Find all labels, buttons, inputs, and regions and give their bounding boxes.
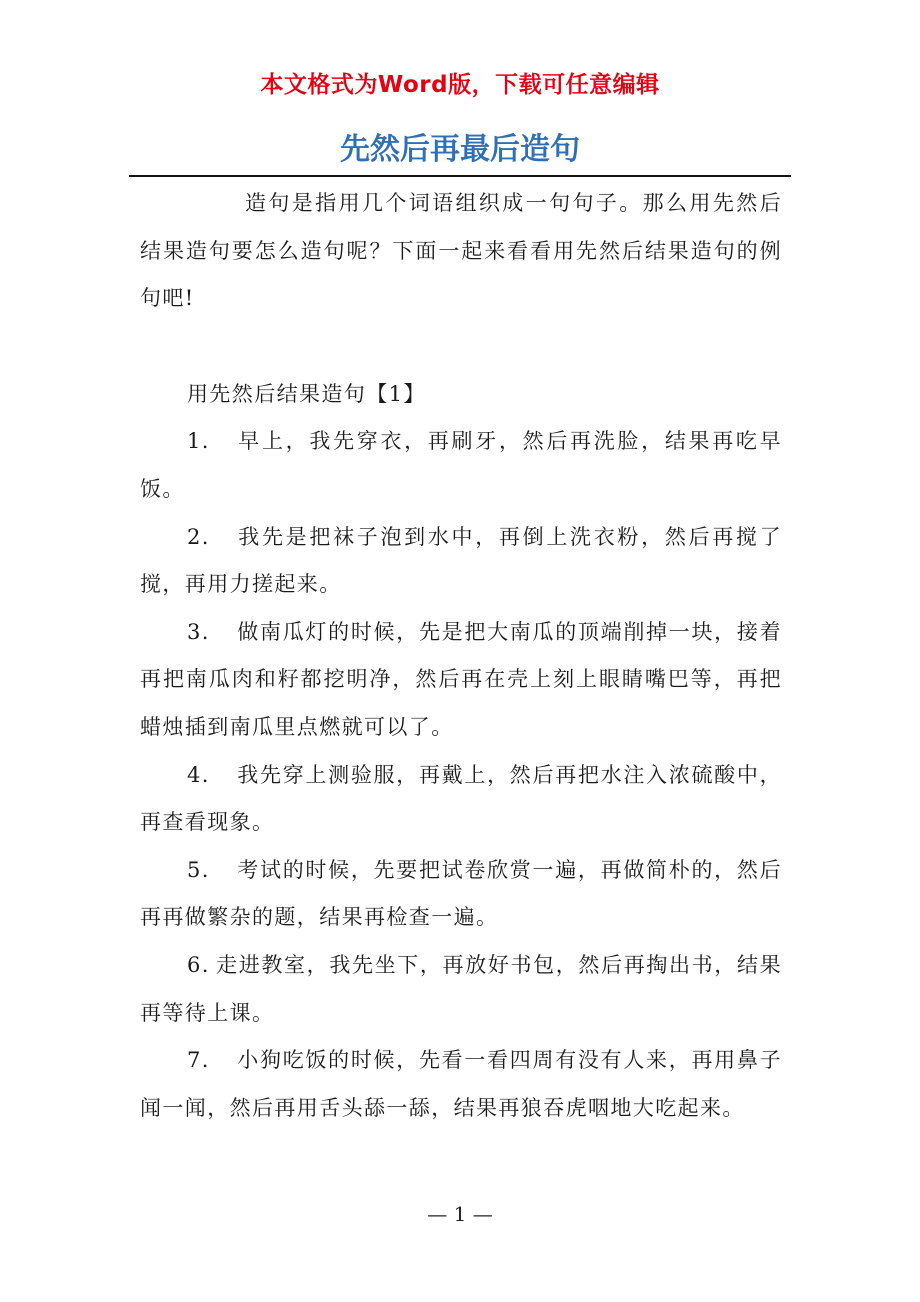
list-item-text: 我先是把袜子泡到水中，再倒上洗衣粉，然后再搅了搅，再用力搓起来。 — [140, 524, 782, 597]
intro-paragraph: 造句是指用几个词语组织成一句句子。那么用先然后结果造句要怎么造句呢？下面一起来看看用先然后结果造句的例句吧! — [140, 191, 782, 311]
title-divider — [129, 175, 791, 177]
list-item-text: 做南瓜灯的时候，先是把大南瓜的顶端削掉一块，接着再把南瓜肉和籽都挖明净，然后再在壳上刻上眼睛嘴巴等，再把蜡烛插到南瓜里点燃就可以了。 — [140, 619, 782, 739]
list-item-number: 2. — [187, 524, 210, 549]
list-item — [140, 847, 782, 942]
list-item-number: 1. — [187, 429, 210, 454]
list-item — [140, 752, 782, 847]
list-item-number: 7. — [187, 1048, 210, 1073]
list-item — [140, 1037, 782, 1132]
document-title: 先然后再最后造句 — [340, 132, 580, 167]
list-item-text: 早上，我先穿衣，再刷牙，然后再洗脸，结果再吃早饭。 — [140, 429, 782, 501]
document-body — [140, 180, 782, 1132]
list-item-number: 4. — [187, 762, 210, 787]
list-item-number: 6. — [187, 952, 210, 977]
list-item-number: 3. — [187, 619, 210, 644]
list-item-text: 走进教室，我先坐下，再放好书包，然后再掏出书，结果再等待上课。 — [140, 952, 782, 1025]
list-item — [140, 942, 782, 1037]
paragraph-spacer — [140, 323, 782, 371]
list-item-number: 5. — [187, 857, 210, 882]
page-number: — 1 — — [427, 1202, 493, 1226]
list-item-text: 考试的时候，先要把试卷欣赏一遍，再做简朴的，然后再再做繁杂的题，结果再检查一遍。 — [140, 857, 782, 930]
list-item — [140, 418, 782, 513]
list-item-text: 我先穿上测验服，再戴上，然后再把水注入浓硫酸中，再查看现象。 — [140, 762, 782, 835]
list-item — [140, 514, 782, 609]
download-banner: 本文格式为Word版，下载可任意编辑 — [260, 72, 660, 98]
list-item-text: 小狗吃饭的时候，先看一看四周有没有人来，再用鼻子闻一闻，然后再用舌头舔一舔，结果再狼吞虎咽地大吃起来。 — [140, 1048, 782, 1120]
section-heading: 用先然后结果造句【1】 — [187, 381, 426, 406]
list-item — [140, 609, 782, 752]
